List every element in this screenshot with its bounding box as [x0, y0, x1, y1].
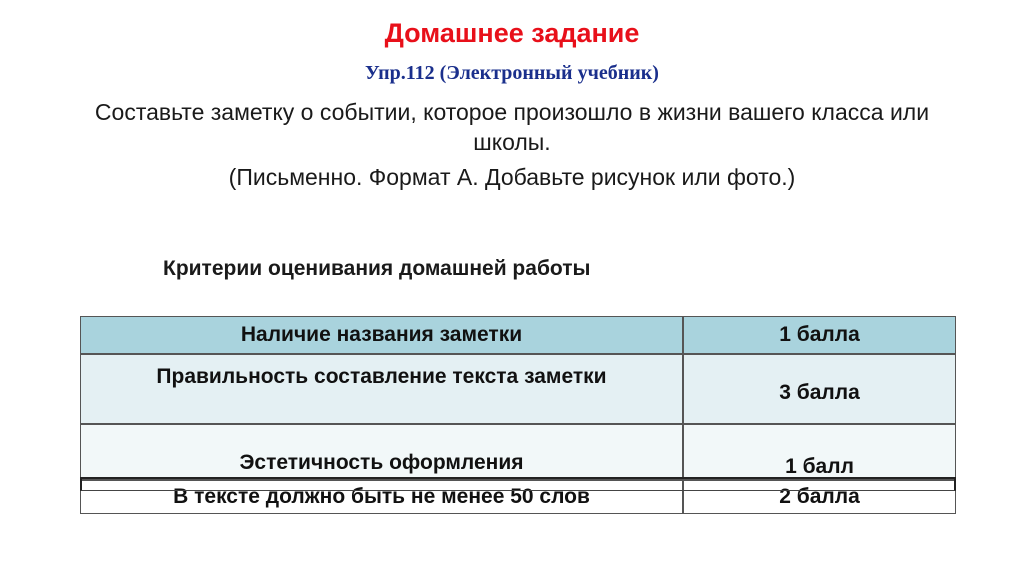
score-cell: 2 балла	[683, 480, 956, 514]
table-row	[80, 316, 956, 354]
criterion-cell: Наличие названия заметки	[80, 316, 683, 354]
criterion-cell: Правильность составление текста заметки	[80, 354, 683, 424]
exercise-reference: Упр.112 (Электронный учебник)	[365, 62, 659, 84]
table-row	[80, 480, 956, 514]
criterion-cell: В тексте должно быть не менее 50 слов	[80, 480, 683, 514]
table-row	[80, 424, 956, 480]
criterion-cell: Эстетичность оформления	[80, 424, 683, 480]
score-cell: 3 балла	[683, 354, 956, 424]
format-note: (Письменно. Формат А. Добавьте рисунок или фото.)	[228, 164, 796, 190]
table-row	[80, 354, 956, 424]
task-text: Составьте заметку о событии, которое произошло в жизни вашего класса или школы.	[94, 99, 930, 155]
score-cell: 1 балла	[683, 316, 956, 354]
score-cell: 1 балл	[683, 424, 956, 480]
slide-title: Домашнее задание	[384, 18, 640, 48]
criteria-table	[80, 316, 956, 514]
criteria-heading: Критерии оценивания домашней работы	[163, 257, 591, 280]
